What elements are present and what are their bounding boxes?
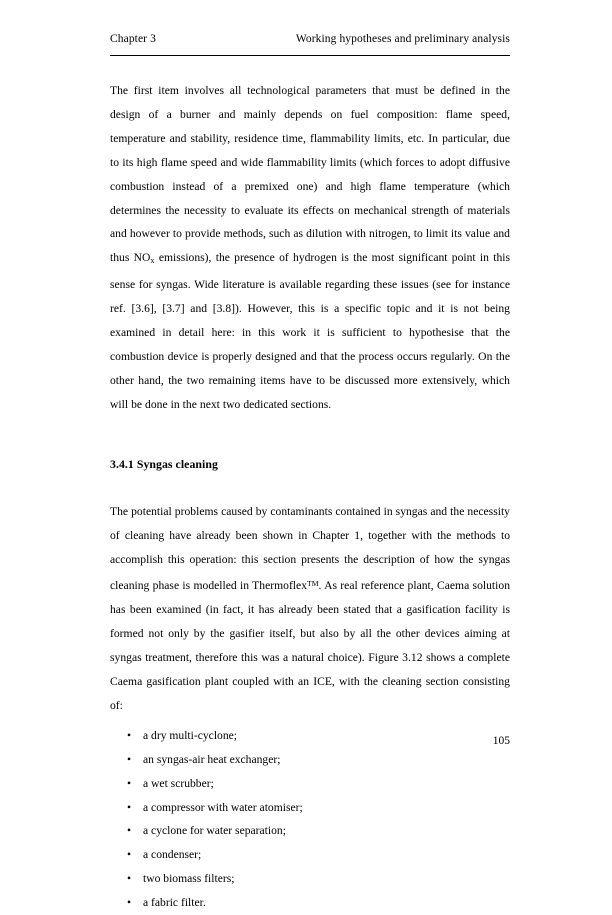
list-item (110, 843, 510, 867)
paragraph-syngas-cleaning-text-a: The potential problems caused by contaminants contained in syngas and the necessity of cleaning have already been shown in Chapter 1, together with the methods to accomplish this operation: this section presents the description of how the syngas cleaning phase is modelled in Thermoflex (110, 505, 510, 593)
list-item-label: a condenser; (143, 848, 202, 862)
paragraph-first-item-text-b: emissions), the presence of hydrogen is the most significant point in this sense for syngas. Wide literature is available regarding these issues (see for instance ref. [3.6], [3.7] and [3.8]). However, this is a specific topic and it is not being examined in detail here: in this work it is sufficient to hypothesise that the combustion device is properly designed and that the process occurs regularly. On the other hand, the two remaining items have to be discussed more extensively, which will be done in the next two dedicated sections. (110, 251, 511, 411)
bullet-icon: • (127, 824, 132, 838)
bullet-icon: • (127, 800, 132, 814)
running-header (110, 33, 510, 47)
cleaning-section-list (110, 724, 510, 915)
header-title-label: Working hypotheses and preliminary analysis (295, 33, 510, 45)
list-item-label: an syngas-air heat exchanger; (143, 752, 281, 766)
bullet-icon: • (127, 848, 132, 862)
list-item-label: a fabric filter. (143, 896, 206, 910)
section-heading-syngas-cleaning: 3.4.1 Syngas cleaning (110, 456, 218, 471)
bullet-icon: • (127, 872, 132, 886)
header-chapter-label: Chapter 3 (110, 33, 156, 45)
trademark-superscript: TM (307, 579, 319, 589)
bullet-icon: • (127, 752, 132, 766)
list-item-label: a compressor with water atomiser; (143, 800, 303, 814)
list-item (110, 867, 510, 891)
page-content (110, 79, 510, 915)
paragraph-first-item (110, 79, 510, 417)
bullet-icon: • (127, 728, 132, 742)
list-item-label: two biomass filters; (143, 872, 235, 886)
spacer-before-heading (110, 417, 510, 453)
list-item (110, 819, 510, 843)
bullet-icon: • (127, 896, 132, 910)
list-item-label: a cyclone for water separation; (143, 824, 286, 838)
paragraph-first-item-text-a: The first item involves all technological parameters that must be defined in the design of a burner and mainly depends on fuel composition: flame speed, temperature and stability, residence time, flammability limits, etc. In particular, due to its high flame speed and wide flammability limits (which forces to adopt diffusive combustion instead of a premixed one) and high flame temperature (which determines the necessity to evaluate its effects on mechanical strength of materials and however to provide methods, such as dilution with nitrogen, to limit its value and thus NO (110, 84, 510, 265)
list-item (110, 796, 510, 820)
list-item (110, 748, 510, 772)
spacer-after-heading (110, 476, 510, 500)
bullet-icon: • (127, 776, 132, 790)
paragraph-syngas-cleaning (110, 500, 510, 717)
paragraph-syngas-cleaning-text-b: . As real reference plant, Caema solution has been examined (in fact, it has already been stated that a gasification facility is formed not only by the gasifier itself, but also by all the other devices aiming at syngas treatment, therefore this was a natural choice). Figure 3.12 shows a complete Caema gasification plant coupled with an ICE, with the cleaning section consisting of: (110, 579, 510, 712)
list-item-label: a wet scrubber; (143, 776, 214, 790)
page-number: 105 (492, 735, 510, 747)
header-divider-rule (110, 55, 510, 56)
list-item (110, 891, 510, 915)
list-item-label: a dry multi-cyclone; (143, 728, 238, 742)
list-item (110, 772, 510, 796)
nox-subscript: x (150, 256, 155, 266)
